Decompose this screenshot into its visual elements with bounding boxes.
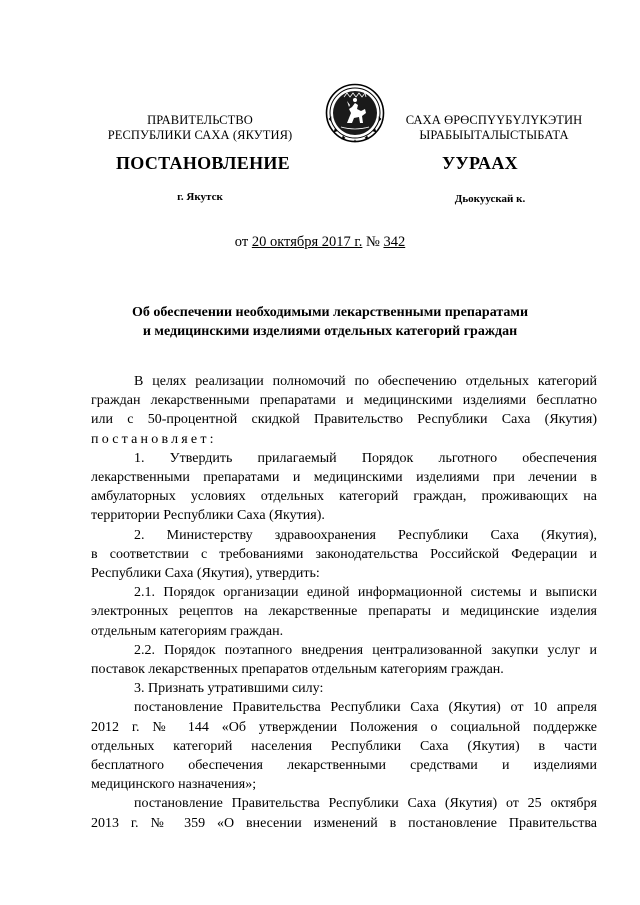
clause-2-line-3: Республики Саха (Якутия), утвердить: xyxy=(91,566,320,582)
government-name-ru xyxy=(100,113,300,143)
clause-3b-line-1: постановление Правительства Республики Саха (Якутия) от 25 октября xyxy=(134,796,597,812)
clause-2-1-line-2: электронных рецептов на лекарственные препараты и медицинские изделия xyxy=(91,604,597,620)
clause-2-2-line-1: 2.2. Порядок поэтапного внедрения централизованной закупки услуг и xyxy=(134,642,597,658)
intro-line-4: постановляет: xyxy=(91,431,217,447)
clause-3b-line-2: 2013 г. № 359 «О внесении изменений в постановление Правительства xyxy=(91,815,597,831)
document-body xyxy=(91,372,597,833)
clause-2-1-line-3: отдельным категориям граждан. xyxy=(91,623,284,639)
clause-3a-line-1: постановление Правительства Республики Саха (Якутия) от 10 апреля xyxy=(134,700,597,716)
government-name-sakha xyxy=(378,113,610,143)
document-number: 342 xyxy=(383,234,406,250)
intro-line-3: или с 50-процентной скидкой Правительство Республики Саха (Якутия) xyxy=(91,412,597,428)
clause-3a-line-2: 2012 г. № 144 «Об утверждении Положения о социальной поддержке xyxy=(91,719,597,735)
date-prefix: от xyxy=(234,234,252,250)
document-date-number xyxy=(0,234,640,251)
city-sakha: Дьокуускай к. xyxy=(454,193,526,205)
clause-2-2-line-2: поставок лекарственных препаратов отдельным категориям граждан. xyxy=(91,662,504,678)
clause-1-line-3: амбулаторных условиях отдельных категорий граждан, проживающих на xyxy=(91,489,597,505)
document-type-ru: ПОСТАНОВЛЕНИЕ xyxy=(116,153,290,173)
clause-3a-line-3: отдельных категорий населения Республики Саха (Якутия) в части xyxy=(91,738,597,754)
clause-3: 3. Признать утратившими силу: xyxy=(134,681,324,697)
clause-3a-line-4: бесплатного обеспечения лекарственными средствами и изделиями xyxy=(91,758,597,774)
clause-2-line-2: в соответствии с требованиями законодательства Российской Федерации и xyxy=(91,546,597,562)
intro-line-2: граждан лекарственными препаратами и медицинскими изделиями бесплатно xyxy=(91,393,597,409)
city-ru: г. Якутск xyxy=(177,191,223,203)
coat-of-arms-emblem xyxy=(325,83,385,143)
document-heading-line-1: Об обеспечении необходимыми лекарственными препаратами xyxy=(131,305,529,320)
government-name-ru-line-1: ПРАВИТЕЛЬСТВО xyxy=(147,113,253,127)
clause-3a-line-5: медицинского назначения»; xyxy=(91,777,257,793)
clause-2-line-1: 2. Министерству здравоохранения Республики Саха (Якутия), xyxy=(134,527,597,543)
clause-1-line-2: лекарственными препаратами и медицинскими изделиями при лечении в xyxy=(91,470,597,486)
clause-1-line-4: территории Республики Саха (Якутия). xyxy=(91,508,325,524)
government-name-ru-line-2: РЕСПУБЛИКИ САХА (ЯКУТИЯ) xyxy=(107,128,293,142)
clause-2-1-line-1: 2.1. Порядок организации единой информационной системы и выписки xyxy=(134,585,597,601)
intro-line-1: В целях реализации полномочий по обеспечению отдельных категорий xyxy=(134,374,597,389)
government-name-sakha-line-1: САХА ӨРӨСПҮҮБҮЛҮКЭТИН xyxy=(405,113,583,127)
government-name-sakha-line-2: ЫРАБЫЫТАЛЫСТЫБАТА xyxy=(419,128,569,142)
document-heading xyxy=(100,303,560,341)
document-date: 20 октября 2017 г. xyxy=(251,234,363,250)
number-sign: № xyxy=(362,234,384,250)
document-heading-line-2: и медицинскими изделиями отдельных категорий граждан xyxy=(142,324,518,339)
clause-1-line-1: 1. Утвердить прилагаемый Порядок льготного обеспечения xyxy=(134,450,597,466)
document-type-sakha: УУРААХ xyxy=(442,153,518,173)
